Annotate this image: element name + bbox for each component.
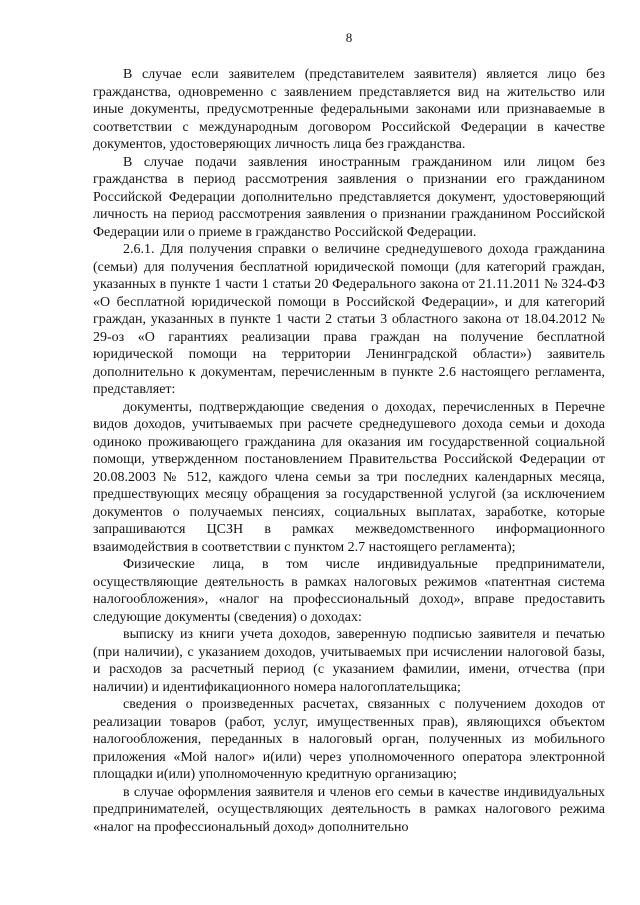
paragraph-settlement-info: сведения о произведенных расчетах, связанных с получением доходов от реализации товаров (работ, услуг, имущественных прав), являющихся объектом налогообложения, переданных в налоговый орган, полученных из мобильного приложения «Мой налог» и(или) через уполномоченного оператора электронной площадки и(или) уполномоченную кредитную организацию;: [93, 697, 605, 782]
paragraph-income-documents: документы, подтверждающие сведения о доходах, перечисленных в Перечне видов доходов, учитываемых при расчете среднедушевого дохода семьи и дохода одиноко проживающего гражданина для оказания им государственной социальной помощи, утвержденном постановлением Правительства Российской Федерации от 20.08.2003 № 512, каждого члена семьи за три последних календарных месяца, предшествующих месяцу обращения за государственной услугой (за исключением документов о получаемых пенсиях, социальных выплатах, заработке, которые запрашиваются ЦСЗН в рамках межведомственного информационного взаимодействия в соответствии с пунктом 2.7 настоящего регламента);: [93, 399, 605, 555]
paragraph-individuals: Физические лица, в том числе индивидуальные предприниматели, осуществляющие деятельность в рамках налоговых режимов «патентная система налогообложения», «налог на профессиональный доход», вправе предоставить следующие документы (сведения) о доходах:: [93, 557, 605, 625]
page-number: 8: [345, 30, 353, 45]
paragraph-foreign-citizen: В случае подачи заявления иностранным гражданином или лицом без гражданства в период рассмотрения заявления о признании его гражданином Российской Федерации дополнительно представляется документ, удостоверяющий личность на период рассмотрения заявления о признании гражданином Российской Федерации или о приеме в гражданство Российской Федерации.: [93, 154, 605, 240]
paragraph-entrepreneurs: в случае оформления заявителя и членов его семьи в качестве индивидуальных предпринимателей, осуществляющих деятельность в рамках налогового режима «налог на профессиональный доход» дополнительно: [93, 784, 605, 835]
paragraph-stateless-applicant: В случае если заявителем (представителем заявителя) является лицо без гражданства, одновременно с заявлением представляется вид на жительство или иные документы, предусмотренные федеральными законами или признаваемые в соответствии с международным договором Российской Федерации в качестве документов, удостоверяющих личность лица без гражданства.: [93, 67, 605, 152]
paragraph-2-6-1: 2.6.1. Для получения справки о величине среднедушевого дохода гражданина (семьи) для получения бесплатной юридической помощи (для категорий граждан, указанных в пункте 1 части 1 статьи 20 Федерального закона от 21.11.2011 № 324-ФЗ «О бесплатной юридической помощи в Российской Федерации», и для категорий граждан, указанных в пункте 1 части 2 статьи 3 областного закона от 18.04.2012 № 29-оз «О гарантиях реализации права граждан на получение бесплатной юридической помощи на территории Ленинградской области») заявитель дополнительно к документам, перечисленным в пункте 2.6 настоящего регламента, представляет:: [93, 242, 605, 397]
paragraph-income-book-extract: выписку из книги учета доходов, заверенную подписью заявителя и печатью (при наличии), с указанием доходов, учитываемых при исчислении налоговой базы, и расходов за расчетный период (с указанием фамилии, имени, отчества (при наличии) и идентификационного номера налогоплательщика;: [93, 627, 605, 695]
